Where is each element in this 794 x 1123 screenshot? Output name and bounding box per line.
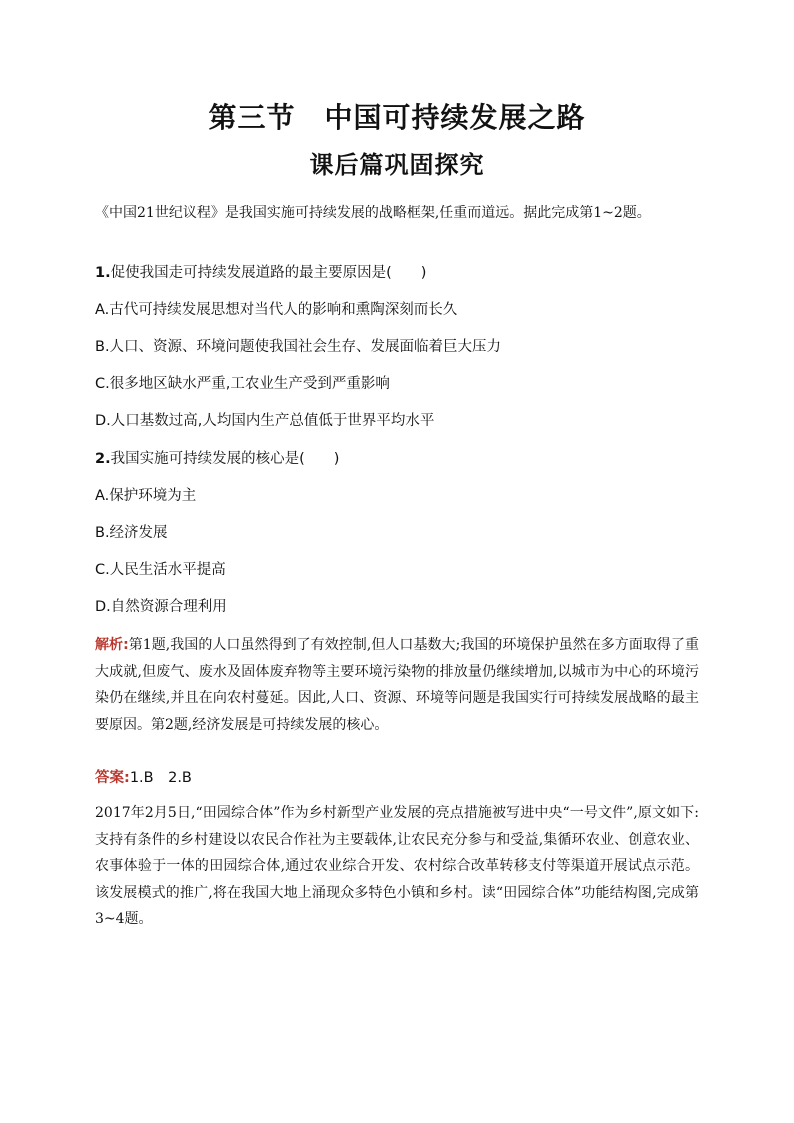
question-1-number: 1. — [95, 265, 111, 281]
analysis-paragraph — [95, 632, 699, 738]
question-2-option-d: D.自然资源合理利用 — [95, 599, 227, 615]
document-page — [95, 0, 699, 1123]
question-1-option-c: C.很多地区缺水严重,工农业生产受到严重影响 — [95, 376, 390, 392]
question-2-number: 2. — [95, 451, 111, 467]
page-subtitle: 课后篇巩固探究 — [309, 150, 485, 179]
answer-label: 答案: — [95, 770, 130, 786]
answer-text: 1.B 2.B — [129, 770, 192, 786]
question-1-option-a: A.古代可持续发展思想对当代人的影响和熏陶深刻而长久 — [95, 302, 458, 318]
question-1-text: 促使我国走可持续发展道路的最主要原因是( ) — [110, 265, 427, 281]
question-2-option-a: A.保护环境为主 — [95, 488, 197, 504]
question-2-option-b: B.经济发展 — [95, 525, 168, 541]
question-2-text: 我国实施可持续发展的核心是( ) — [110, 451, 340, 467]
material-paragraph: 2017年2月5日,“田园综合体”作为乡村新型产业发展的亮点措施被写进中央“一号文件”,原文如下:支持有条件的乡村建设以农民合作社为主要载体,让农民充分参与和受益,集循环农业、创意农业、农事体验于一体的田园综合体,通过农业综合开发、农村综合改革转移支付等渠道开展试点示范。该发展模式的推广,将在我国大地上涌现众多特色小镇和乡村。读“田园综合体”功能结构图,完成第3~4题。 — [95, 805, 699, 927]
question-2-option-c: C.人民生活水平提高 — [95, 562, 226, 578]
analysis-text: 第1题,我国的人口虽然得到了有效控制,但人口基数大;我国的环境保护虽然在多方面取得了重大成就,但废气、废水及固体废弃物等主要环境污染物的排放量仍继续增加,以城市为中心的环境污染仍在继续,并且在向农村蔓延。因此,人口、资源、环境等问题是我国实行可持续发展战略的最主要原因。第2题,经济发展是可持续发展的核心。 — [95, 637, 699, 733]
question-1-option-b: B.人口、资源、环境问题使我国社会生存、发展面临着巨大压力 — [95, 339, 502, 355]
question-2-stem — [95, 449, 699, 469]
question-1-stem — [95, 263, 699, 283]
intro-paragraph: 《中国21世纪议程》是我国实施可持续发展的战略框架,任重而道远。据此完成第1~2题。 — [95, 205, 651, 221]
page-title: 第三节 中国可持续发展之路 — [208, 101, 586, 134]
analysis-label: 解析: — [95, 637, 129, 653]
answer-line — [95, 768, 699, 788]
question-1-option-d: D.人口基数过高,人均国内生产总值低于世界平均水平 — [95, 413, 435, 429]
